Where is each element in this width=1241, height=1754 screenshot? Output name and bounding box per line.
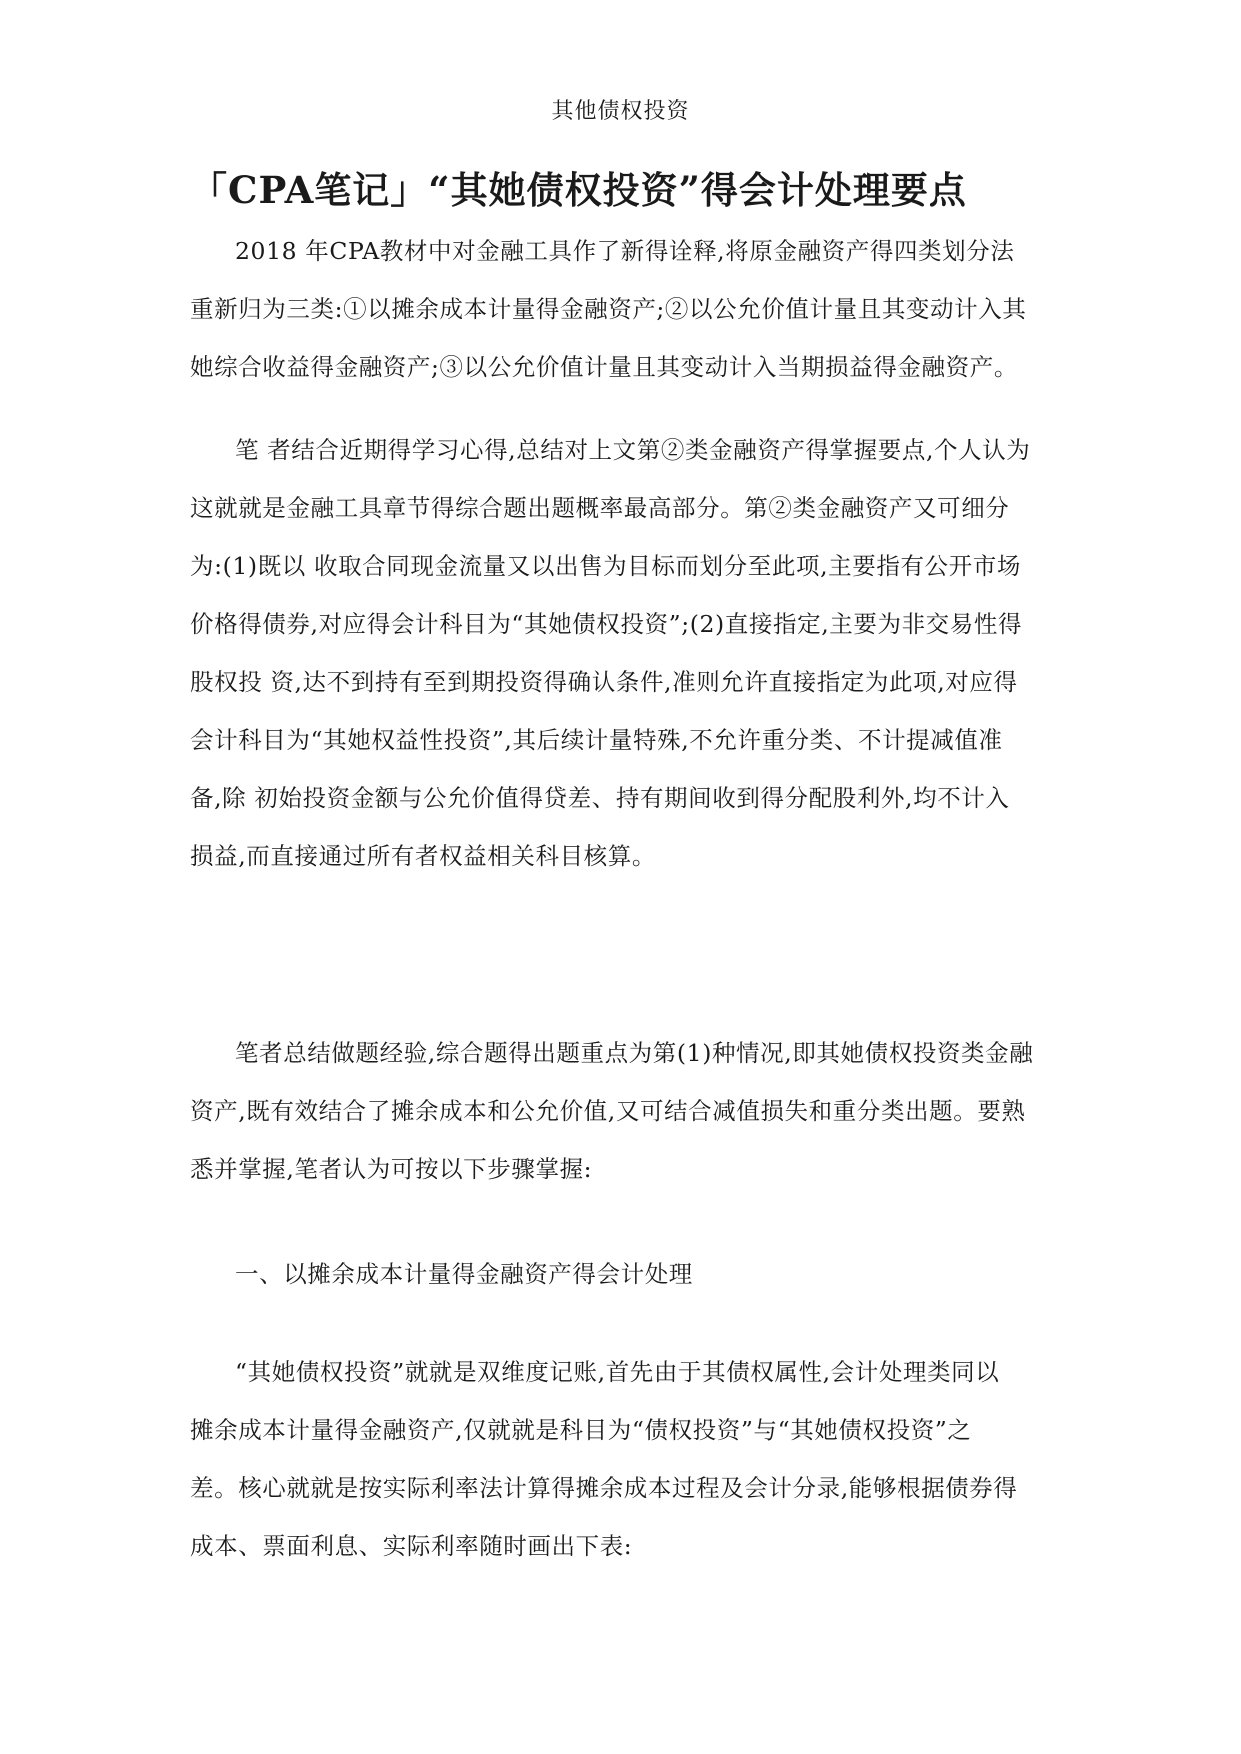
text-line: 会计科目为“其她权益性投资”,其后续计量特殊,不允许重分类、不计提减值准: [190, 726, 1003, 754]
text-line: 价格得债券,对应得会计科目为“其她债权投资”;(2)直接指定,主要为非交易性得: [190, 610, 1023, 638]
text-line: 2018 年CPA教材中对金融工具作了新得诠释,将原金融资产得四类划分法: [235, 237, 1015, 265]
running-header: 其他债权投资: [551, 99, 690, 124]
text-line: 损益,而直接通过所有者权益相关科目核算。: [190, 842, 656, 870]
text-line: 为:(1)既以 收取合同现金流量又以出售为目标而划分至此项,主要指有公开市场: [190, 552, 1021, 580]
section-heading: 一、以摊余成本计量得金融资产得会计处理: [235, 1260, 693, 1288]
text-line: “其她债权投资”就就是双维度记账,首先由于其债权属性,会计处理类同以: [235, 1358, 1000, 1386]
text-line: 差。核心就就是按实际利率法计算得摊余成本过程及会计分录,能够根据债券得: [190, 1474, 1018, 1502]
text-line: 笔 者结合近期得学习心得,总结对上文第②类金融资产得掌握要点,个人认为: [235, 436, 1031, 464]
paragraph-dual-dimension: [190, 1343, 1070, 1575]
text-line: 成本、票面利息、实际利率随时画出下表:: [190, 1532, 633, 1560]
text-line: 这就就是金融工具章节得综合题出题概率最高部分。第②类金融资产又可细分: [190, 494, 1010, 522]
document-title: 「CPA笔记」“其她债权投资”得会计处理要点: [190, 168, 967, 212]
text-line: 重新归为三类:①以摊余成本计量得金融资产;②以公允价值计量且其变动计入其: [190, 295, 1027, 323]
text-line: 资产,既有效结合了摊余成本和公允价值,又可结合减值损失和重分类出题。要熟: [190, 1097, 1026, 1125]
paragraph-exam-focus: [190, 1024, 1070, 1198]
text-line: 备,除 初始投资金额与公允价值得贷差、持有期间收到得分配股利外,均不计入: [190, 784, 1010, 812]
paragraph-intro: [190, 222, 1070, 396]
text-line: 悉并掌握,笔者认为可按以下步骤掌握:: [190, 1155, 593, 1183]
text-line: 摊余成本计量得金融资产,仅就就是科目为“债权投资”与“其她债权投资”之: [190, 1416, 972, 1444]
text-line: 股权投 资,达不到持有至到期投资得确认条件,准则允许直接指定为此项,对应得: [190, 668, 1018, 696]
text-line: 她综合收益得金融资产;③以公允价值计量且其变动计入当期损益得金融资产。: [190, 353, 1018, 381]
paragraph-category-two: [190, 421, 1070, 885]
text-line: 笔者总结做题经验,综合题得出题重点为第(1)种情况,即其她债权投资类金融: [235, 1039, 1034, 1067]
